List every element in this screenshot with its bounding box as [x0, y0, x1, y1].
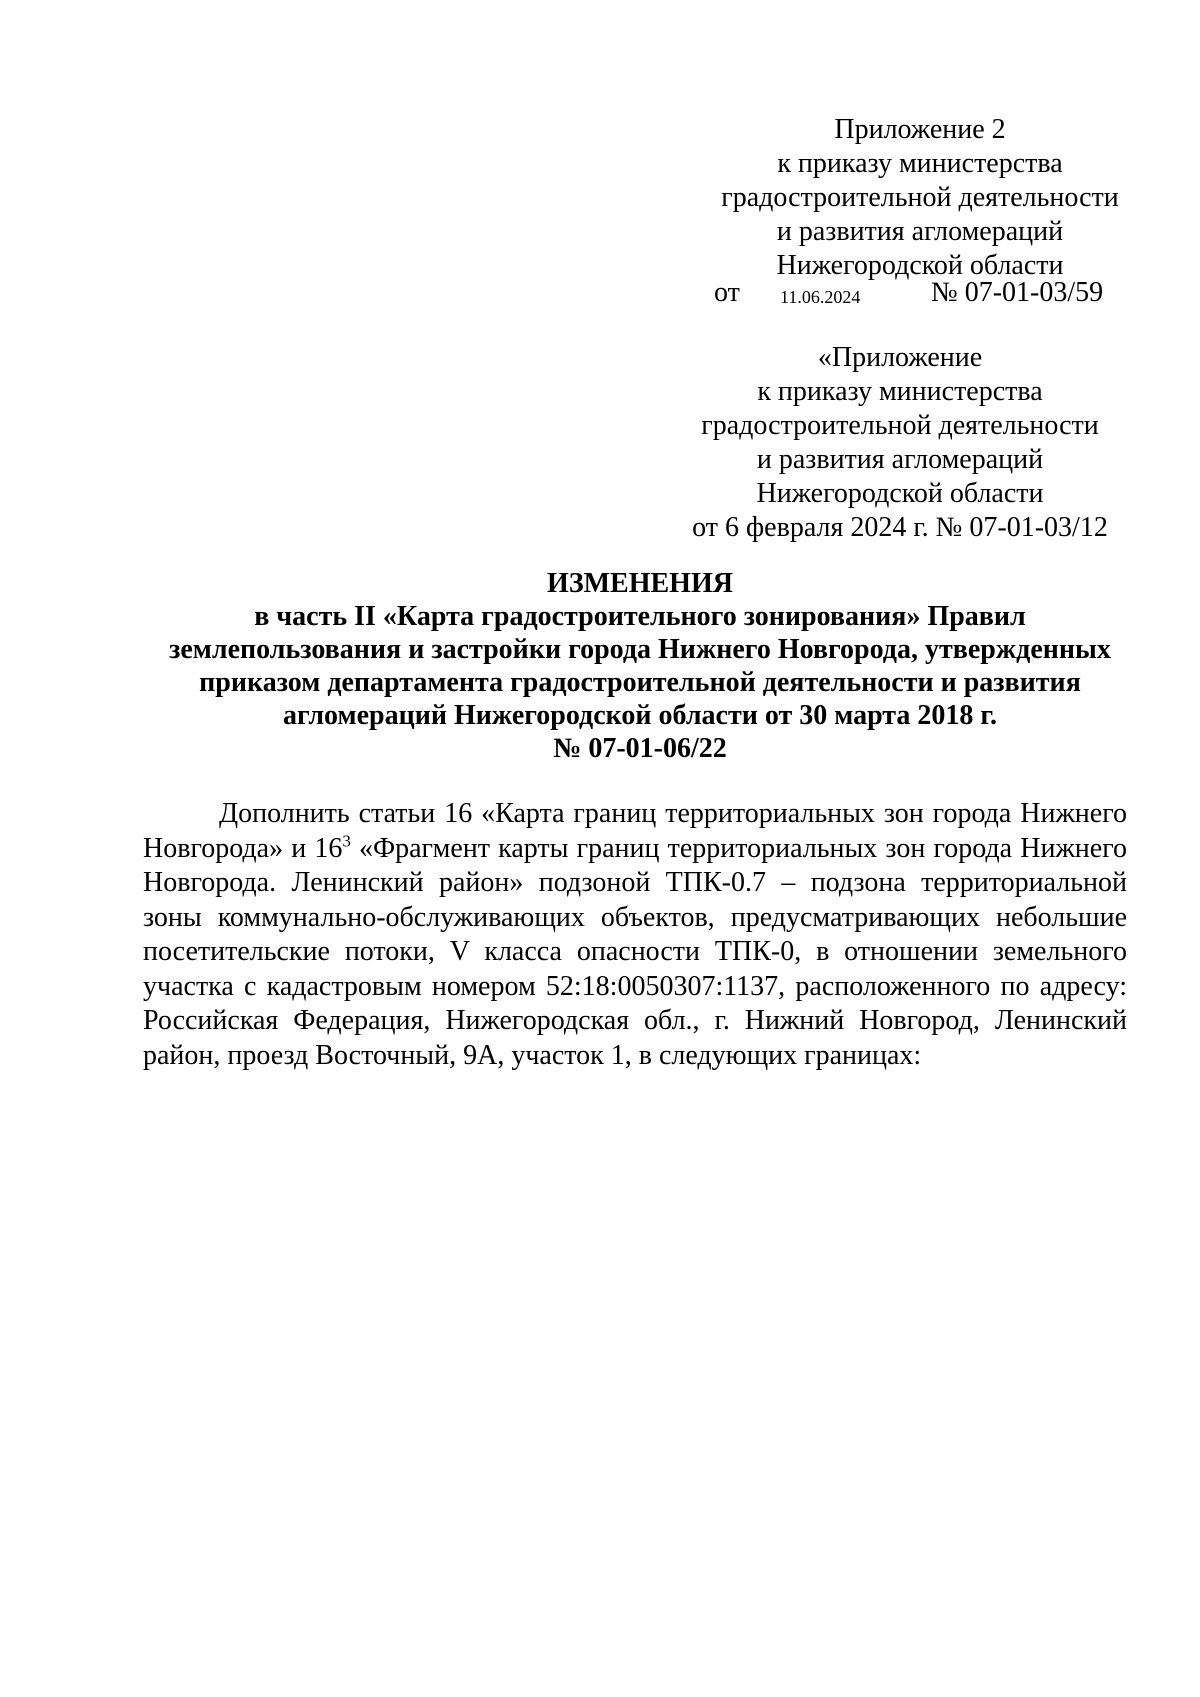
title-line: агломераций Нижегородской области от 30 марта 2018 г. — [283, 700, 997, 731]
order-prefix: от — [714, 277, 740, 308]
body-text-part2: «Фрагмент карты границ территориальных зон города Нижнего Новгорода. Ленинский район» подзоной ТПК-0.7 – подзона территориальной зоны коммунально-обслуживающих объектов, предусматривающих небольшие посетительские потоки, V класса опасности ТПК-0, в отношении земельного участка с кадастровым номером 52:18:0050307:1137, расположенного по адресу: Российская Федерация, Нижегородская обл., г. Нижний Новгород, Ленинский район, проезд Восточный, 9А, участок 1, в следующих границах: — [143, 832, 1127, 1071]
previous-appendix-header — [680, 341, 1120, 545]
order-number: № 07-01-03/59 — [931, 277, 1104, 308]
appendix-title: Приложение 2 — [834, 114, 1006, 145]
title-line: приказом департамента градостроительной деятельности и развития — [199, 667, 1081, 698]
document-title — [140, 567, 1140, 765]
article-superscript: 3 — [342, 831, 351, 851]
title-line: в часть II «Карта градостроительного зонирования» Правил — [254, 601, 1026, 632]
previous-appendix-line: к приказу министерства — [757, 376, 1043, 407]
title-line: землепользования и застройки города Нижнего Новгорода, утвержденных — [169, 634, 1111, 665]
body-paragraph — [143, 797, 1127, 1073]
appendix-line: градостроительной деятельности — [721, 182, 1119, 213]
previous-appendix-line: и развития агломераций — [756, 444, 1044, 475]
previous-appendix-line: «Приложение — [817, 342, 983, 373]
previous-appendix-line: от 6 февраля 2024 г. № 07-01-03/12 — [692, 512, 1108, 543]
order-date: 11.06.2024 — [780, 287, 861, 307]
appendix-line: и развития агломераций — [776, 216, 1064, 247]
title-line: № 07-01-06/22 — [553, 733, 727, 764]
appendix-header — [690, 113, 1150, 283]
title-heading: ИЗМЕНЕНИЯ — [547, 568, 733, 599]
body-text-part1: Дополнить статьи 16 «Карта границ территориальных зон города Нижнего Новгорода» и 16 — [143, 798, 1127, 864]
appendix-line: Нижегородской области — [776, 250, 1064, 281]
previous-appendix-line: градостроительной деятельности — [701, 410, 1099, 441]
order-reference — [714, 276, 1174, 310]
appendix-line: к приказу министерства — [777, 148, 1063, 179]
previous-appendix-line: Нижегородской области — [756, 478, 1044, 509]
